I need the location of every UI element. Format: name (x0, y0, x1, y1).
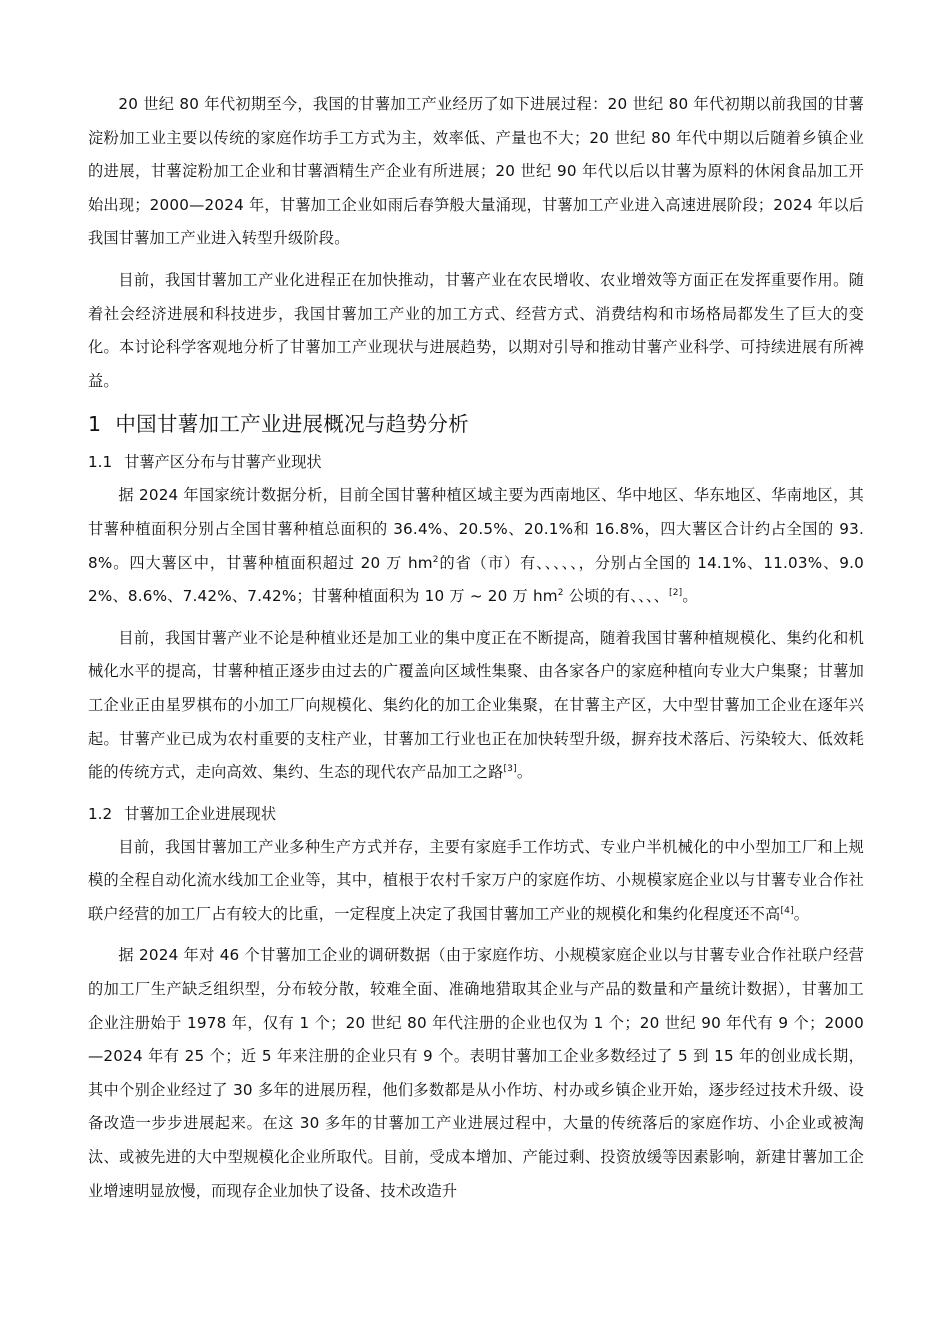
text-run: 据 2024 年国家统计数据分析，目前全国甘薯种植区域主要为西南地区、华中地区、华东地区、华南地区，其甘薯种植面积分别占全国甘薯种植总面积的 36.4%、20.5%、20.1%和 16.8%，四大薯区合计约占全国的 93.8%。四大薯区中，甘薯种植面积超过 20 万 hm (88, 486, 864, 572)
section-1-1-heading (88, 446, 864, 479)
section-1-2-paragraph-2: 据 2024 年对 46 个甘薯加工企业的调研数据（由于家庭作坊、小规模家庭企业以与甘薯专业合作社联户经营的加工厂生产缺乏组织型，分布较分散，较难全面、准确地猎取其企业与产品的数量和产量统计数据），甘薯加工企业注册始于 1978 年，仅有 1 个；20 世纪 80 年代注册的企业也仅为 1 个；20 世纪 90 年代有 9 个；2000—2024 年有 25 个；近 5 年来注册的企业只有 9 个。表明甘薯加工企业多数经过了 5 到 15 年的创业成长期，其中个别企业经过了 30 多年的进展历程，他们多数都是从小作坊、村办或乡镇企业开始，逐步经过技术升级、设备改造一步步进展起来。在这 30 多年的甘薯加工产业进展过程中，大量的传统落后的家庭作坊、小企业或被淘汰、或被先进的大中型规模化企业所取代。目前，受成本增加、产能过剩、投资放缓等因素影响，新建甘薯加工企业增速明显放慢，而现存企业加快了设备、技术改造升 (88, 946, 864, 1200)
section-1-1-number: 1.1 (88, 453, 113, 472)
section-1-1-paragraph-2 (88, 622, 864, 790)
section-1-2-title: 甘薯加工企业进展现状 (124, 804, 277, 823)
text-run: 的省（市）有、、、、、，分别占全国的 14.1%、11.03%、9.02%、8.6%、7.42%、7.42%；甘薯种植面积为 10 万 ~ 20 万 hm (88, 553, 864, 606)
superscript: 2 (432, 554, 439, 565)
superscript: 2 (557, 588, 564, 599)
document-page (88, 88, 864, 1216)
section-1-number: 1 (88, 412, 102, 437)
text-run: 目前，我国甘薯加工产业多种生产方式并存，主要有家庭手工作坊式、专业户半机械化的中小型加工厂和上规模的全程自动化流水线加工企业等，其中，植根于农村千家万户的家庭作坊、小规模家庭企业以与甘薯专业合作社联户经营的加工厂占有较大的比重，一定程度上决定了我国甘薯加工产业的规模化和集约化程度还不高 (88, 837, 864, 923)
citation-ref: [4] (780, 905, 794, 916)
section-1-1-paragraph-1 (88, 479, 864, 613)
intro-paragraph-2: 目前，我国甘薯加工产业化进程正在加快推动，甘薯产业在农民增收、农业增效等方面正在发挥重要作用。随着社会经济进展和科技进步，我国甘薯加工产业的加工方式、经营方式、消费结构和市场格局都发生了巨大的变化。本讨论科学客观地分析了甘薯加工产业现状与进展趋势，以期对引导和推动甘薯产业科学、可持续进展有所裨益。 (88, 270, 864, 390)
intro-paragraph-1: 20 世纪 80 年代初期至今，我国的甘薯加工产业经历了如下进展过程：20 世纪 80 年代初期以前我国的甘薯淀粉加工业主要以传统的家庭作坊手工方式为主，效率低、产量也不大；20 世纪 80 年代中期以后随着乡镇企业的进展，甘薯淀粉加工企业和甘薯酒精生产企业有所进展；20 世纪 90 年代以后以甘薯为原料的休闲食品加工开始出现；2000—2024 年，甘薯加工企业如雨后春笋般大量涌现，甘薯加工产业进入高速进展阶段；2024 年以后我国甘薯加工产业进入转型升级阶段。 (88, 95, 864, 248)
text-run: 。 (516, 763, 533, 782)
citation-ref: [3] (503, 764, 517, 775)
text-run: 。 (682, 587, 698, 606)
citation-ref: [2] (669, 588, 683, 599)
section-1-1-title: 甘薯产区分布与甘薯产业现状 (124, 453, 322, 472)
section-1-2-paragraph-1 (88, 831, 864, 932)
text-run: 公顷的有、、、、 (563, 587, 670, 606)
section-1-2-heading (88, 798, 864, 831)
text-run: 。 (793, 904, 810, 923)
section-1-title: 中国甘薯加工产业进展概况与趋势分析 (115, 412, 469, 437)
section-1-2-number: 1.2 (88, 804, 113, 823)
section-1-heading (88, 406, 864, 442)
text-run: 目前，我国甘薯产业不论是种植业还是加工业的集中度正在不断提高，随着我国甘薯种植规模化、集约化和机械化水平的提高，甘薯种植正逐步由过去的广覆盖向区域性集聚、由各家各户的家庭种植向专业大户集聚；甘薯加工企业正由星罗棋布的小加工厂向规模化、集约化的加工企业集聚，在甘薯主产区，大中型甘薯加工企业在逐年兴起。甘薯产业已成为农村重要的支柱产业，甘薯加工行业也正在加快转型升级，摒弃技术落后、污染较大、低效耗能的传统方式，走向高效、集约、生态的现代农产品加工之路 (88, 628, 864, 782)
